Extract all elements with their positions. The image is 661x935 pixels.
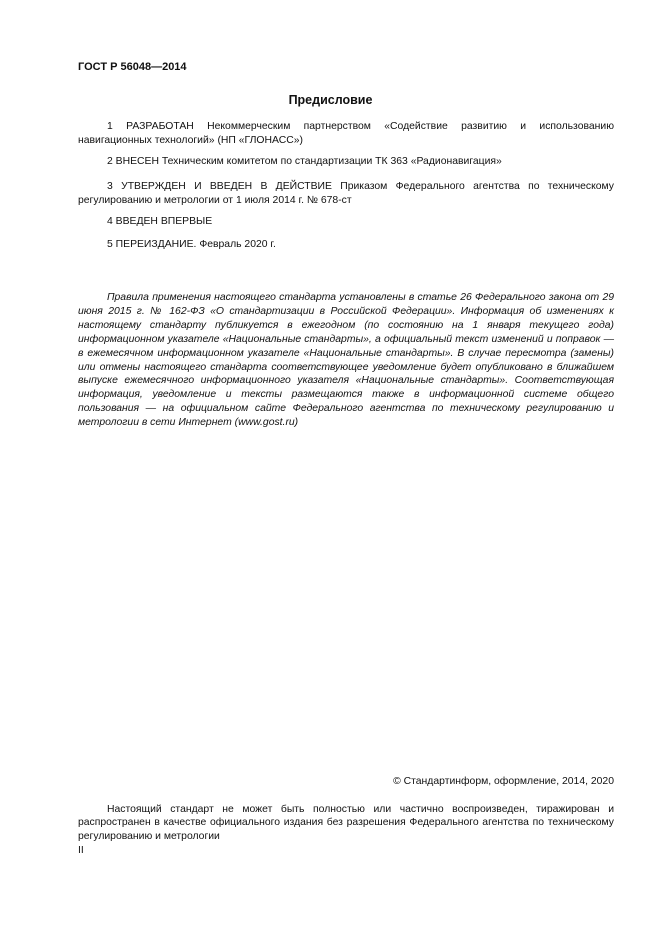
foreword-item-2 bbox=[78, 155, 614, 169]
application-rules-note: Правила применения настоящего стандарта установлены в статье 26 Федерального закона от 29 июня 2015 г. № 162-ФЗ «О стандартизации в Российской Федерации». Информация об изменениях к настоящему стандарту публикуется в ежегодном (по состоянию на 1 января текущего года) информационном указателе «Национальные стандарты», а официальный текст изменений и поправок — в ежемесячном информационном указателе «Национальные стандарты». В случае пересмотра (замены) или отмены настоящего стандарта соответствующее уведомление будет опубликовано в ближайшем выпуске ежемесячного информационного указателя «Национальные стандарты». Соответствующая информация, уведомление и тексты размещаются также в информационной системе общего пользования — на официальном сайте Федерального агентства по техническому регулированию и метрологии в сети Интернет (www.gost.ru) bbox=[78, 292, 614, 429]
foreword-item-3 bbox=[78, 180, 614, 208]
foreword-item-1 bbox=[78, 120, 614, 148]
reproduction-notice: Настоящий стандарт не может быть полностью или частично воспроизведен, тиражирован и распространен в качестве официального издания без разрешения Федерального агентства по техническому регулированию и метрологии bbox=[78, 804, 614, 842]
foreword-item-text: 5 ПЕРЕИЗДАНИЕ. Февраль 2020 г. bbox=[107, 239, 276, 250]
foreword-item-4 bbox=[78, 215, 614, 229]
copyright-line: © Стандартинформ, оформление, 2014, 2020 bbox=[393, 776, 614, 787]
page-number: II bbox=[78, 845, 84, 856]
foreword-item-5 bbox=[78, 238, 614, 252]
foreword-item-text: 3 УТВЕРЖДЕН И ВВЕДЕН В ДЕЙСТВИЕ Приказом Федерального агентства по техническому регулированию и метрологии от 1 июля 2014 г. № 678-ст bbox=[78, 181, 614, 206]
foreword-item-text: 4 ВВЕДЕН ВПЕРВЫЕ bbox=[107, 216, 213, 227]
foreword-item-text: 2 ВНЕСЕН Техническим комитетом по стандартизации ТК 363 «Радионавигация» bbox=[107, 156, 502, 167]
page-title: Предисловие bbox=[288, 93, 373, 107]
foreword-item-text: 1 РАЗРАБОТАН Некоммерческим партнерством «Содействие развитию и использованию навигационных технологий» (НП «ГЛОНАСС») bbox=[78, 121, 614, 146]
document-code: ГОСТ Р 56048—2014 bbox=[78, 61, 187, 73]
